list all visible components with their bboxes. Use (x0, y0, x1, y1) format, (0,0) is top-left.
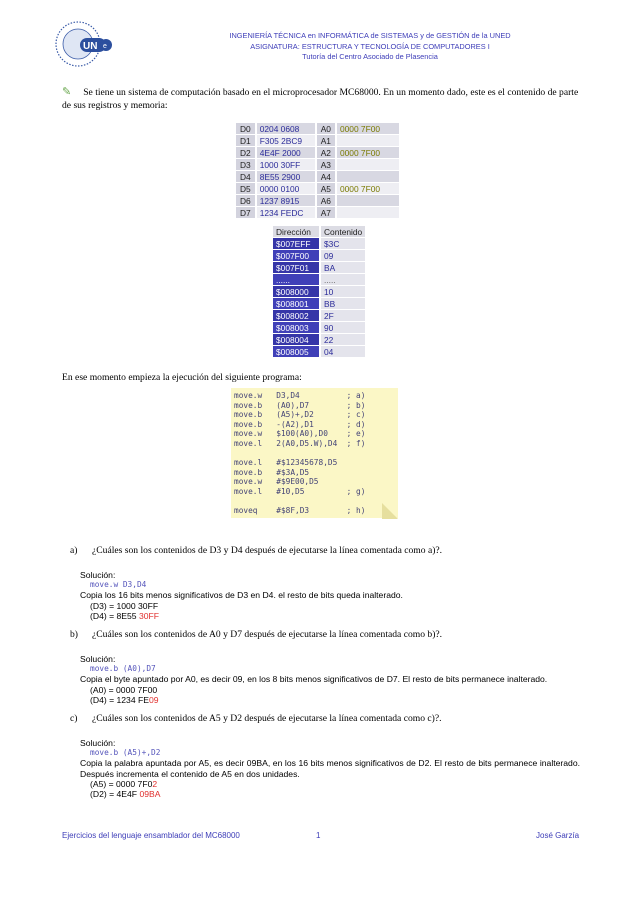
code-line: move.b #$3A,D5 (234, 467, 310, 477)
solution-instruction: move.b (A5)+,D2 (90, 748, 161, 758)
program-intro: En ese momento empieza la ejecución del siguiente programa: (62, 372, 302, 383)
memory-content: 09 (321, 250, 365, 261)
footer-left: Ejercicios del lenguaje ensamblador del MC68000 (62, 831, 240, 840)
register-name: A5 (317, 183, 335, 194)
question-text: ¿Cuáles son los contenidos de A5 y D2 después de ejecutarse la línea comentada como c)?. (92, 713, 442, 724)
register-value: 8E55 2900 (257, 171, 315, 182)
memory-address: $008003 (273, 322, 319, 333)
solution-explanation: Copia la palabra apuntada por A5, es decir 09BA, en los 16 bits menos significativos de D2. El resto de bits permanece inalterado. Después incrementa el contenido de A5 en dos unidades. (80, 758, 580, 779)
memory-content: 2F (321, 310, 365, 321)
register-value (337, 171, 399, 182)
result-prefix: (D4) = 1234 FE (90, 694, 149, 705)
register-row (236, 183, 399, 194)
solution-c (80, 738, 580, 799)
register-value: 1234 FEDC (257, 207, 315, 218)
intro-paragraph (62, 86, 580, 112)
solution-a (80, 570, 580, 621)
solution-b (80, 654, 580, 705)
question-a (70, 545, 442, 556)
memory-content: BB (321, 298, 365, 309)
svg-text:UN: UN (83, 41, 98, 52)
register-value (337, 159, 399, 170)
register-name: D2 (236, 147, 255, 158)
note-fold (382, 503, 398, 519)
question-b (70, 629, 442, 640)
result-line-2 (80, 695, 580, 705)
memory-address: $008005 (273, 346, 319, 357)
register-value: 0000 7F00 (337, 123, 399, 134)
register-value: 0000 7F00 (337, 183, 399, 194)
memory-row (273, 274, 365, 285)
register-name: A7 (317, 207, 335, 218)
memory-content: 22 (321, 334, 365, 345)
register-value: F305 2BC9 (257, 135, 315, 146)
code-line: move.w $100(A0),D0 ; e) (234, 429, 366, 439)
register-name: D3 (236, 159, 255, 170)
memory-address: ...... (273, 274, 319, 285)
header-line-3: Tutoría del Centro Asociado de Plasencia (302, 52, 438, 61)
solution-label: Solución: (80, 738, 116, 748)
register-value: 1000 30FF (257, 159, 315, 170)
question-number: b) (70, 629, 78, 640)
memory-row (273, 238, 365, 249)
memory-table (271, 225, 367, 358)
result-changed: 09 (149, 694, 159, 705)
register-row (236, 207, 399, 218)
footer-author: José Garzía (536, 831, 580, 840)
page-number: 1 (316, 831, 321, 840)
result-line-2 (80, 611, 580, 621)
header-line-1: INGENIERÍA TÉCNICA en INFORMÁTICA de SISTEMAS y de GESTIÓN de la UNED (229, 31, 511, 40)
memory-content: $3C (321, 238, 365, 249)
memory-row (273, 346, 365, 357)
code-line: move.b (A5)+,D2 ; c) (234, 410, 366, 420)
register-value: 4E4F 2000 (257, 147, 315, 158)
code-line: move.l #10,D5 ; g) (234, 486, 366, 496)
register-table (234, 122, 401, 219)
question-c (70, 713, 442, 724)
register-name: A6 (317, 195, 335, 206)
program-code (234, 391, 365, 516)
register-row (236, 123, 399, 134)
code-line (234, 497, 365, 507)
pencil-icon: ✎ (62, 86, 72, 98)
memory-address: $008004 (273, 334, 319, 345)
solution-instruction: move.w D3,D4 (90, 580, 147, 590)
register-value (337, 207, 399, 218)
solution-instruction: move.b (A0),D7 (90, 664, 156, 674)
code-line: move.b (A0),D7 ; b) (234, 400, 366, 410)
document-header (150, 31, 590, 63)
code-line: move.l #$12345678,D5 (234, 458, 338, 468)
memory-content: 10 (321, 286, 365, 297)
result-line-1: (D3) = 1000 30FF (90, 600, 159, 611)
memory-row (273, 334, 365, 345)
memory-address: $007EFF (273, 238, 319, 249)
code-line: move.w #$9E00,D5 (234, 477, 319, 487)
memory-row (273, 262, 365, 273)
register-row (236, 147, 399, 158)
result-changed: 30FF (138, 610, 160, 621)
result-line-1: (A0) = 0000 7F00 (90, 684, 158, 695)
question-number: c) (70, 713, 78, 724)
register-name: A0 (317, 123, 335, 134)
question-text: ¿Cuáles son los contenidos de A0 y D7 después de ejecutarse la línea comentada como b)?. (92, 629, 443, 640)
svg-text:e: e (103, 43, 107, 50)
result-changed: 09BA (139, 789, 161, 800)
code-line: move.l 2(A0,D5.W),D4 ; f) (234, 438, 366, 448)
memory-content: ..... (321, 274, 365, 285)
register-value: 0204 0608 (257, 123, 315, 134)
code-line: move.b -(A2),D1 ; d) (234, 419, 366, 429)
memory-content: 90 (321, 322, 365, 333)
uned-logo (52, 18, 124, 80)
solution-label: Solución: (80, 654, 116, 664)
code-line: move.w D3,D4 ; a) (234, 391, 366, 400)
register-row (236, 159, 399, 170)
memory-address: $008001 (273, 298, 319, 309)
register-name: A2 (317, 147, 335, 158)
memory-row (273, 298, 365, 309)
memory-row (273, 286, 365, 297)
register-name: A1 (317, 135, 335, 146)
question-number: a) (70, 545, 78, 556)
register-value: 1237 8915 (257, 195, 315, 206)
memory-row (273, 322, 365, 333)
register-row (236, 195, 399, 206)
intro-text: Se tiene un sistema de computación basado en el microprocesador MC68000. En un momento dado, este es el contenido de parte de sus registros y memoria: (62, 87, 579, 111)
register-value: 0000 7F00 (337, 147, 399, 158)
register-name: D7 (236, 207, 255, 218)
result-prefix: (A5) = 0000 7F0 (90, 778, 153, 789)
memory-address: $008000 (273, 286, 319, 297)
register-name: D5 (236, 183, 255, 194)
register-value: 0000 0100 (257, 183, 315, 194)
register-name: D1 (236, 135, 255, 146)
memory-address: $007F00 (273, 250, 319, 261)
register-name: D4 (236, 171, 255, 182)
register-value (337, 135, 399, 146)
result-changed: 2 (152, 778, 158, 789)
solution-label: Solución: (80, 570, 116, 580)
result-prefix: (D2) = 4E4F (90, 789, 140, 800)
memory-content: 04 (321, 346, 365, 357)
register-value (337, 195, 399, 206)
memory-header-row (273, 226, 365, 237)
register-name: D6 (236, 195, 255, 206)
register-name: A3 (317, 159, 335, 170)
register-name: A4 (317, 171, 335, 182)
code-line (234, 449, 365, 459)
solution-explanation: Copia los 16 bits menos significativos de D3 en D4. el resto de bits queda inalterado. (80, 590, 403, 601)
register-name: D0 (236, 123, 255, 134)
code-line: moveq #$8F,D3 ; h) (234, 506, 366, 516)
solution-explanation: Copia el byte apuntado por A0, es decir 09, en los 8 bits menos significativos de D7. El resto de bits permanece inalterado. (80, 674, 548, 685)
memory-row (273, 250, 365, 261)
memory-address: $007F01 (273, 262, 319, 273)
memory-address: $008002 (273, 310, 319, 321)
result-prefix: (D4) = 8E55 (90, 610, 139, 621)
register-row (236, 135, 399, 146)
memory-column-header: Dirección (273, 226, 319, 237)
header-line-2: ASIGNATURA: ESTRUCTURA Y TECNOLOGÍA DE COMPUTADORES I (250, 41, 490, 51)
result-line-1 (80, 779, 580, 789)
memory-row (273, 310, 365, 321)
memory-column-header: Contenido (321, 226, 365, 237)
question-text: ¿Cuáles son los contenidos de D3 y D4 después de ejecutarse la línea comentada como a)?. (92, 545, 443, 556)
register-row (236, 171, 399, 182)
memory-content: BA (321, 262, 365, 273)
result-line-2 (80, 789, 580, 799)
